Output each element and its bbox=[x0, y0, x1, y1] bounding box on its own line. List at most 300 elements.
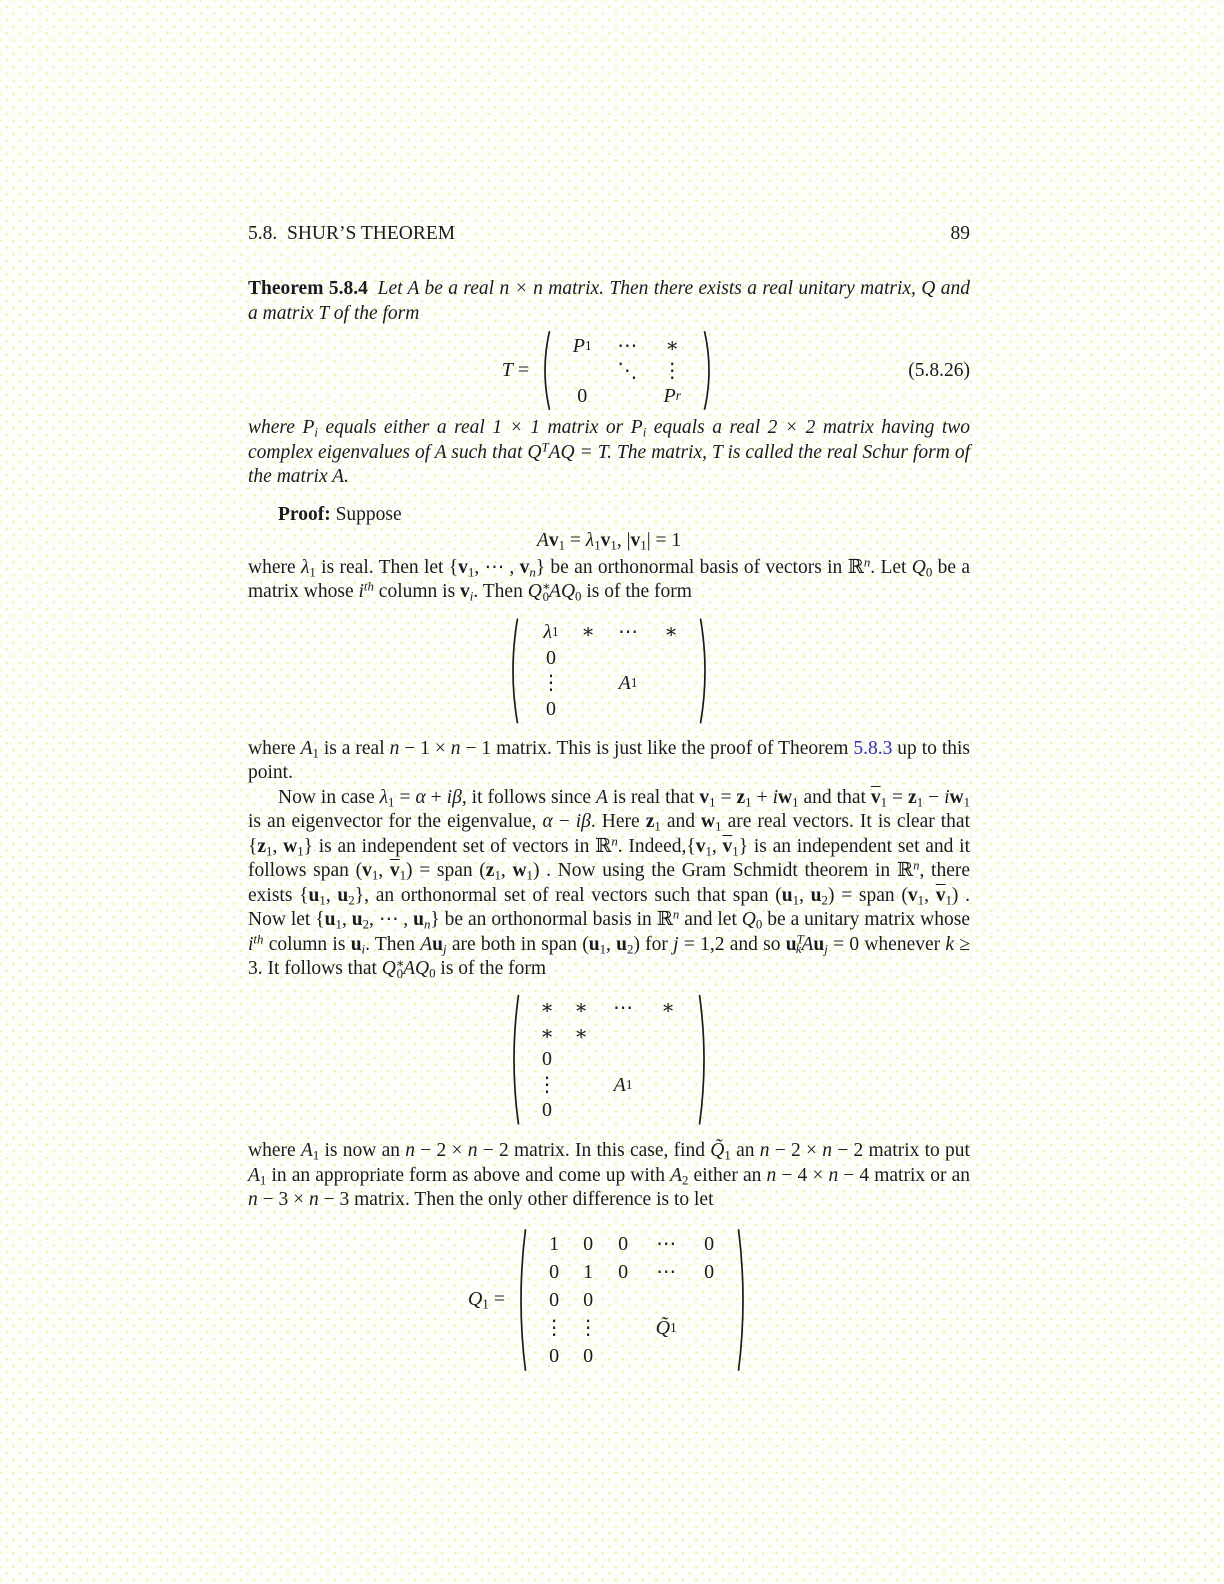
text-run: 2 bbox=[348, 893, 355, 908]
matrix-cell bbox=[561, 358, 603, 383]
matrix-star-A1 bbox=[507, 992, 711, 1128]
text-run: j bbox=[443, 942, 447, 957]
matrix-cell bbox=[598, 1098, 648, 1124]
text-run: ⋮ bbox=[537, 1073, 557, 1096]
text-run: 1 bbox=[792, 893, 800, 908]
text-run: v bbox=[548, 530, 559, 551]
text-run: 1 bbox=[654, 819, 661, 834]
matrix-row bbox=[530, 1098, 688, 1124]
text-run: 1 bbox=[709, 795, 716, 810]
matrix-cell bbox=[571, 1286, 605, 1314]
matrix-cell bbox=[603, 620, 653, 646]
matrix-cell bbox=[605, 1230, 641, 1258]
text-run: A bbox=[300, 1140, 313, 1161]
matrix-cell bbox=[571, 1230, 605, 1258]
text-run: Q bbox=[527, 581, 542, 602]
text-run: 1 bbox=[724, 1148, 731, 1163]
equation-5-8-26 bbox=[248, 329, 970, 412]
text-run: 0 bbox=[549, 1344, 560, 1367]
text-run: 1 bbox=[792, 795, 799, 810]
text-run: , ⋯ , bbox=[474, 556, 520, 578]
text-run: − 1 × bbox=[399, 737, 451, 759]
text-run: ∗ bbox=[661, 997, 675, 1020]
matrix-cell bbox=[530, 1072, 564, 1098]
text-run: n bbox=[611, 834, 618, 849]
matrix-row bbox=[537, 1314, 727, 1342]
theorem-5-8-3-link[interactable]: 5.8.3 bbox=[853, 737, 893, 759]
text-run: , ⋯ , bbox=[369, 909, 414, 930]
matrix-cell: λ 1 bbox=[543, 621, 559, 644]
matrix-cell bbox=[564, 1072, 598, 1098]
text-run: 1 bbox=[297, 844, 304, 859]
text-run: n bbox=[248, 1189, 258, 1210]
text-run: ) = span ( bbox=[827, 884, 908, 906]
text-run: ⋮ bbox=[662, 359, 683, 382]
text-run: T bbox=[541, 440, 549, 455]
text-run: be a unitary matrix whose bbox=[762, 909, 971, 930]
paragraph-where-a1-now bbox=[248, 1139, 970, 1213]
text-run: 0 bbox=[396, 966, 404, 981]
text-run: 1 bbox=[335, 917, 342, 932]
text-run: 1 bbox=[494, 868, 501, 883]
text-run: and that bbox=[798, 786, 871, 808]
matrix-cell bbox=[564, 996, 598, 1022]
equation-lhs-T bbox=[502, 358, 529, 383]
text-run: ⋯ bbox=[656, 1260, 677, 1283]
matrix-Q1 bbox=[514, 1226, 750, 1374]
text-run: n bbox=[913, 858, 920, 873]
text-run: v bbox=[630, 530, 641, 551]
text-run: = bbox=[512, 359, 530, 382]
text-run: ∗ bbox=[395, 956, 405, 971]
matrix-row bbox=[537, 1342, 727, 1370]
matrix-paren-right bbox=[702, 330, 716, 411]
text-run: 1 bbox=[963, 795, 971, 810]
text-run: = bbox=[715, 786, 737, 808]
text-run: . Here bbox=[590, 811, 646, 832]
matrix-cell bbox=[605, 1286, 641, 1314]
equation-eigenvector bbox=[248, 529, 970, 554]
text-run: 0 bbox=[546, 646, 556, 669]
text-run: Suppose bbox=[330, 503, 402, 525]
matrix-cell bbox=[571, 1342, 605, 1370]
text-run: A bbox=[596, 786, 608, 808]
text-run: − 2 matrix. In this case, find bbox=[477, 1140, 711, 1161]
text-run: = bbox=[394, 786, 416, 808]
text-run: Q̃ bbox=[655, 1316, 671, 1339]
text-run: | = 1 bbox=[646, 530, 682, 551]
paragraph-now-in-case bbox=[248, 786, 970, 982]
text-run: equals a real 2 × 2 matrix having two complex eigenvalues of A such that Q bbox=[248, 417, 971, 463]
text-run: 1 bbox=[549, 1232, 560, 1255]
matrix-cell bbox=[571, 1258, 605, 1286]
matrix-cell bbox=[691, 1258, 727, 1286]
text-run: Q bbox=[911, 556, 926, 578]
text-run: 2 bbox=[627, 942, 634, 957]
matrix-cell bbox=[641, 1230, 691, 1258]
text-run: . Then bbox=[473, 581, 528, 602]
text-run: ∗ bbox=[540, 997, 554, 1020]
text-run: + bbox=[751, 786, 773, 808]
text-run: i bbox=[248, 933, 254, 955]
text-run: 1 bbox=[266, 844, 273, 859]
text-run: w bbox=[283, 835, 298, 857]
text-run: = 1,2 and so bbox=[678, 933, 786, 955]
text-run: u bbox=[810, 884, 822, 906]
text-run: 1 bbox=[916, 795, 924, 810]
text-run: u bbox=[432, 933, 443, 955]
text-run: $\overline{v}$ bbox=[389, 860, 400, 881]
text-run: i bbox=[446, 786, 453, 808]
paragraph-where-a1 bbox=[248, 737, 970, 786]
matrix-cell bbox=[648, 1072, 688, 1098]
text-run: w bbox=[949, 786, 964, 808]
matrix-cell bbox=[529, 696, 573, 722]
text-run: n bbox=[309, 1189, 319, 1210]
matrix-cell bbox=[651, 358, 693, 383]
matrix-paren-right bbox=[697, 993, 711, 1127]
text-run: − bbox=[923, 786, 945, 808]
text-run: n bbox=[822, 1140, 832, 1161]
matrix-cell bbox=[530, 1021, 564, 1047]
text-run: . Then bbox=[365, 933, 421, 955]
matrix-paren-left bbox=[514, 1227, 528, 1373]
matrix-row bbox=[561, 358, 693, 383]
matrix-row bbox=[530, 996, 688, 1022]
text-run: − 4 × bbox=[776, 1164, 829, 1186]
text-run: λ bbox=[543, 621, 553, 644]
text-run: AQ bbox=[403, 958, 430, 979]
matrix-row bbox=[537, 1258, 727, 1286]
text-run: column is bbox=[263, 933, 351, 955]
text-run: v bbox=[458, 556, 468, 578]
text-run: ⋮ bbox=[544, 1316, 565, 1339]
matrix-cell bbox=[564, 1047, 598, 1073]
matrix-row bbox=[537, 1230, 727, 1258]
text-run: up to this point. bbox=[248, 737, 971, 783]
text-run: 1 bbox=[319, 893, 326, 908]
text-run: i bbox=[944, 786, 950, 808]
text-run: T bbox=[796, 932, 804, 947]
text-run: 0 bbox=[429, 966, 436, 981]
text-run: − 1 matrix. This is just like the proof of Theorem bbox=[460, 737, 854, 759]
text-run: Let A be a real n × n matrix. Then there exists a real unitary matrix, Q and a matrix T of the form bbox=[248, 278, 970, 324]
text-run: 0 bbox=[549, 1260, 560, 1283]
matrix-row bbox=[537, 1286, 727, 1314]
matrix-cell bbox=[564, 1021, 598, 1047]
text-run: 1 bbox=[880, 795, 888, 810]
text-run: 0 bbox=[542, 589, 550, 604]
text-run: th bbox=[363, 579, 374, 594]
matrix-cell bbox=[571, 1314, 605, 1342]
text-run: ⋯ bbox=[613, 997, 633, 1020]
text-run: v bbox=[362, 860, 372, 881]
matrix-cell bbox=[605, 1314, 641, 1342]
text-run: ≥ 3. It follows that bbox=[248, 933, 970, 979]
text-run: ∗ bbox=[541, 579, 551, 594]
matrix-body bbox=[523, 616, 695, 726]
text-run: z bbox=[645, 811, 655, 832]
text-run: , | bbox=[616, 530, 631, 551]
text-run: − 2 × bbox=[415, 1140, 468, 1161]
text-run: column is bbox=[373, 581, 461, 602]
text-run: where bbox=[248, 1140, 301, 1161]
text-run: − 3 × bbox=[257, 1189, 309, 1210]
text-run: u bbox=[588, 933, 600, 955]
text-run: ⋯ bbox=[618, 621, 638, 644]
matrix-body bbox=[524, 992, 694, 1128]
page-content-column bbox=[248, 0, 970, 1374]
text-run: = bbox=[887, 786, 909, 808]
matrix-row bbox=[529, 671, 689, 697]
text-run: w bbox=[701, 811, 716, 832]
matrix-cell bbox=[605, 1342, 641, 1370]
matrix-cell bbox=[603, 383, 651, 408]
matrix-cell bbox=[573, 671, 603, 697]
text-run: 1 bbox=[371, 868, 379, 883]
text-run: . Let bbox=[870, 556, 912, 578]
text-run: u bbox=[781, 884, 793, 906]
text-run: ) = span ( bbox=[406, 860, 486, 881]
text-run: α bbox=[415, 786, 426, 808]
matrix-cell bbox=[648, 996, 688, 1022]
text-run: 2 bbox=[362, 917, 370, 932]
matrix-cell bbox=[603, 645, 653, 671]
text-run: ⋱ bbox=[617, 359, 638, 382]
matrix-cell bbox=[653, 671, 689, 697]
text-run: u bbox=[308, 884, 320, 906]
text-run: n bbox=[450, 737, 461, 759]
text-run: 1 bbox=[467, 565, 475, 580]
text-run: = bbox=[565, 530, 586, 551]
text-run: is real that bbox=[607, 786, 700, 808]
text-run: 1 bbox=[259, 1173, 267, 1188]
matrix-cell bbox=[573, 696, 603, 722]
text-run: Q bbox=[381, 958, 396, 979]
matrix-cell bbox=[641, 1258, 691, 1286]
text-run: 0 bbox=[618, 1260, 629, 1283]
text-run: A bbox=[300, 737, 313, 759]
matrix-cell bbox=[598, 996, 648, 1022]
text-run: v bbox=[600, 530, 611, 551]
matrix-cell bbox=[641, 1286, 691, 1314]
page-header bbox=[248, 222, 970, 246]
matrix-cell bbox=[653, 620, 689, 646]
matrix-cell bbox=[598, 1021, 648, 1047]
text-run: } is an independent set of vectors in ℝ bbox=[303, 835, 612, 857]
text-run: and bbox=[660, 811, 702, 832]
text-run: λ bbox=[379, 786, 389, 808]
text-run: i bbox=[358, 581, 364, 602]
text-run: v bbox=[907, 884, 918, 906]
text-run: j bbox=[673, 933, 679, 955]
text-run: = 0 whenever bbox=[827, 933, 946, 955]
text-run: Proof: bbox=[278, 503, 331, 525]
text-run: where bbox=[248, 737, 301, 759]
text-run: , bbox=[378, 860, 390, 881]
text-run: A bbox=[420, 933, 433, 955]
text-run: ) for bbox=[633, 933, 674, 955]
matrix-cell bbox=[653, 696, 689, 722]
text-run: ⋯ bbox=[656, 1232, 677, 1255]
text-run: 1 bbox=[399, 868, 407, 883]
text-run: 0 bbox=[549, 1288, 560, 1311]
text-run: A bbox=[801, 933, 814, 955]
text-run: ∗ bbox=[665, 334, 679, 357]
text-run: ⋮ bbox=[541, 672, 561, 695]
text-run: where P bbox=[248, 417, 315, 438]
text-run: ) . Now let { bbox=[248, 884, 970, 930]
text-run: 1 bbox=[732, 844, 739, 859]
text-run: n bbox=[672, 907, 680, 922]
matrix-cell: A 1 bbox=[618, 672, 638, 695]
text-run: 1 bbox=[599, 942, 607, 957]
text-run: z bbox=[485, 860, 495, 881]
text-run: n bbox=[405, 1140, 415, 1161]
text-run: i bbox=[642, 425, 647, 440]
matrix-row bbox=[529, 696, 689, 722]
text-run: , bbox=[924, 884, 936, 906]
text-run: u bbox=[785, 933, 797, 955]
text-run: w bbox=[512, 860, 527, 881]
text-run: 1 bbox=[526, 868, 533, 883]
text-run: are both in span ( bbox=[446, 933, 589, 955]
text-run: i bbox=[314, 425, 318, 440]
text-run: is an eigenvector for the eigenvalue, bbox=[248, 811, 543, 832]
text-run: 0 bbox=[542, 1048, 552, 1071]
text-run: 1 bbox=[558, 538, 566, 553]
text-run: n bbox=[467, 1140, 478, 1161]
matrix-row bbox=[530, 1021, 688, 1047]
text-run: } be an orthonormal basis in ℝ bbox=[430, 909, 673, 930]
matrix-cell: P 1 bbox=[572, 334, 592, 357]
text-run: $\overline{v}$ bbox=[935, 884, 946, 906]
text-run: 0 bbox=[925, 565, 933, 580]
text-run: T bbox=[501, 359, 513, 382]
text-run: u bbox=[350, 933, 362, 955]
text-run: n bbox=[423, 917, 431, 932]
matrix-paren-left bbox=[507, 993, 521, 1127]
text-run: ∗ bbox=[574, 1022, 588, 1045]
text-run: 1 bbox=[715, 819, 722, 834]
text-run: AQ = T. The matrix, T is called the real Schur form of the matrix A. bbox=[248, 441, 970, 487]
text-run: an bbox=[730, 1140, 760, 1161]
matrix-T bbox=[538, 329, 716, 412]
equation-matrix-star bbox=[248, 992, 970, 1128]
text-run: , bbox=[799, 884, 811, 906]
text-run: , there exists { bbox=[248, 860, 971, 906]
text-run: equals either a real 1 × 1 matrix or P bbox=[317, 417, 643, 438]
matrix-cell bbox=[529, 671, 573, 697]
matrix-body bbox=[531, 1226, 733, 1374]
text-run: Theorem 5.8.4 bbox=[248, 278, 368, 299]
equation-lhs-Q1 bbox=[468, 1287, 505, 1312]
matrix-paren-left bbox=[506, 617, 520, 725]
text-run: λ bbox=[300, 556, 310, 578]
text-run: 0 bbox=[704, 1232, 715, 1255]
text-run: u bbox=[813, 933, 825, 955]
text-run: v bbox=[460, 581, 470, 602]
text-run: } be an orthonormal basis of vectors in ℝ bbox=[535, 556, 864, 578]
text-run: − bbox=[552, 811, 576, 832]
text-run: u bbox=[337, 884, 349, 906]
text-run: is a real bbox=[318, 737, 390, 759]
matrix-cell bbox=[530, 1098, 564, 1124]
text-run: 0 bbox=[577, 384, 588, 407]
text-run: . Indeed,{ bbox=[617, 835, 696, 857]
matrix-cell bbox=[648, 1098, 688, 1124]
text-run: v bbox=[519, 556, 530, 578]
text-run: i bbox=[469, 589, 474, 604]
text-run: u bbox=[351, 909, 363, 930]
text-run: + bbox=[425, 786, 447, 808]
text-run: A bbox=[536, 530, 549, 551]
text-run: ∗ bbox=[664, 621, 678, 644]
text-run: is real. Then let { bbox=[315, 556, 459, 578]
matrix-cell bbox=[648, 1021, 688, 1047]
matrix-row bbox=[530, 1072, 688, 1098]
text-run: 1 bbox=[594, 538, 601, 553]
matrix-cell bbox=[691, 1342, 727, 1370]
text-run: ) . Now using the Gram Schmidt theorem in ℝ bbox=[532, 860, 914, 881]
text-run: 0 bbox=[583, 1288, 594, 1311]
matrix-cell bbox=[603, 358, 651, 383]
matrix-cell bbox=[530, 996, 564, 1022]
text-run: A bbox=[613, 1073, 626, 1096]
matrix-paren-left bbox=[538, 330, 552, 411]
matrix-cell bbox=[605, 1258, 641, 1286]
text-run: α bbox=[542, 811, 553, 832]
equation-number: (5.8.26) bbox=[908, 359, 970, 381]
text-run: 1 bbox=[388, 795, 395, 810]
text-run: k bbox=[795, 942, 802, 957]
matrix-cell bbox=[691, 1314, 727, 1342]
text-run: 0 bbox=[575, 589, 582, 604]
text-run: n bbox=[759, 1140, 770, 1161]
text-run: u bbox=[324, 909, 336, 930]
equation-q1 bbox=[248, 1226, 970, 1374]
text-run: Q bbox=[741, 909, 756, 930]
text-run: 1 bbox=[312, 1148, 320, 1163]
text-run: ∗ bbox=[574, 997, 588, 1020]
proof-heading bbox=[248, 503, 970, 528]
text-run: P bbox=[572, 334, 586, 357]
text-run: , bbox=[325, 884, 338, 906]
matrix-cell bbox=[691, 1286, 727, 1314]
text-run: Q̃ bbox=[710, 1140, 725, 1161]
text-run: 1 bbox=[745, 795, 752, 810]
text-run: 0 bbox=[618, 1232, 629, 1255]
paragraph-where-pi bbox=[248, 416, 970, 490]
text-run: 1 bbox=[312, 746, 319, 761]
text-run: AQ bbox=[549, 581, 576, 602]
text-run: ∗ bbox=[540, 1022, 554, 1045]
matrix-lambda-A1 bbox=[506, 616, 712, 726]
text-run: ∗ bbox=[581, 621, 595, 644]
text-run: i bbox=[575, 811, 582, 832]
text-run: in an appropriate form as above and come up with bbox=[266, 1164, 671, 1186]
text-run: }, an orthonormal set of real vectors such that span ( bbox=[354, 884, 782, 906]
text-run: th bbox=[253, 932, 264, 947]
text-run: 1 bbox=[945, 893, 952, 908]
text-run: v bbox=[695, 835, 706, 857]
text-run: Q bbox=[467, 1288, 483, 1311]
text-run: n bbox=[766, 1164, 777, 1186]
text-run: $\overline{v}$ bbox=[722, 835, 733, 857]
matrix-cell bbox=[537, 1342, 571, 1370]
text-run: u bbox=[616, 933, 627, 955]
matrix-row bbox=[529, 620, 689, 646]
